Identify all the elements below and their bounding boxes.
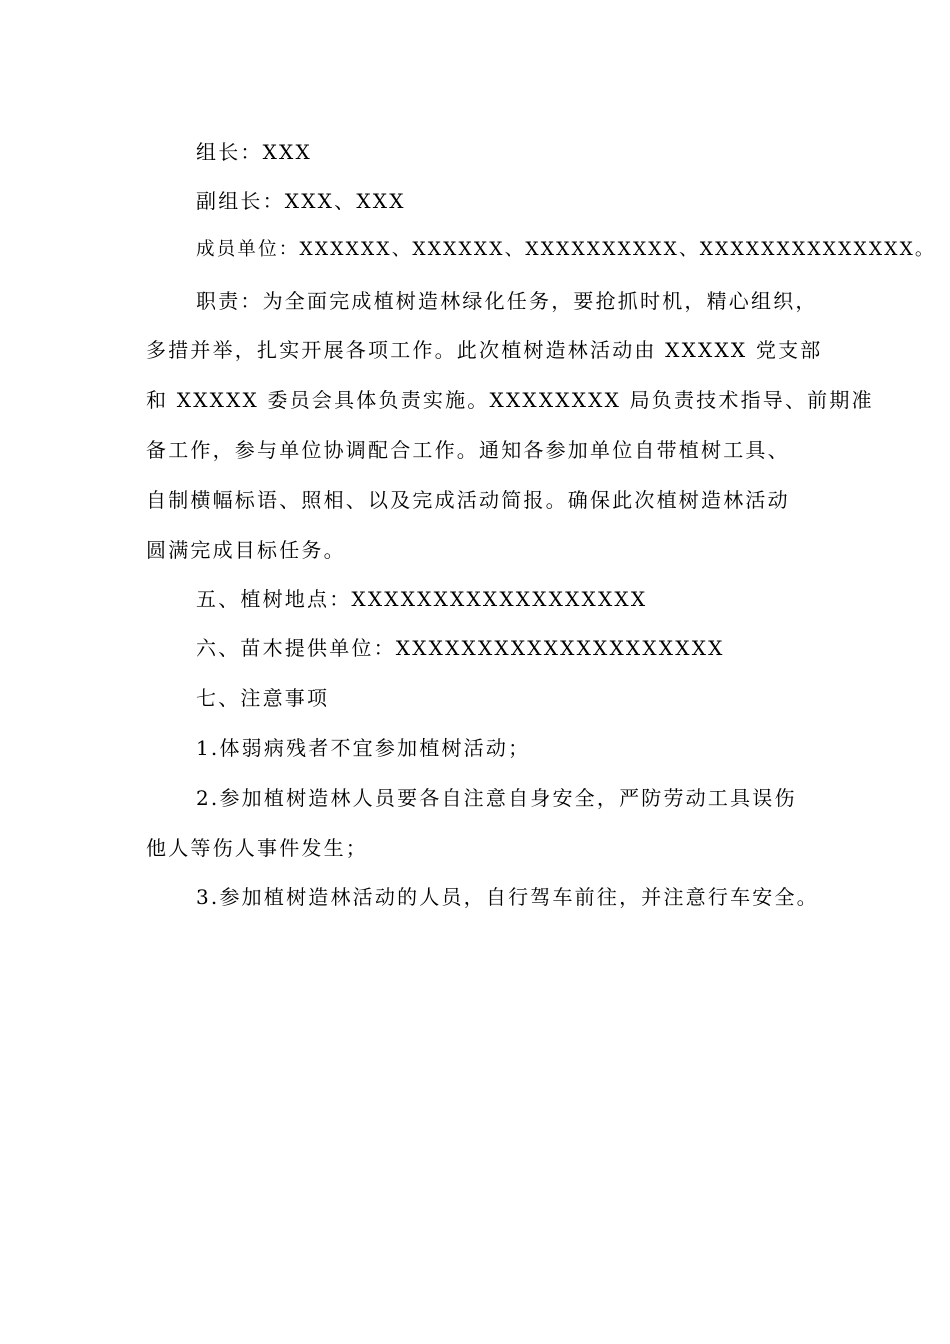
note-item-2-line-2: 他人等伤人事件发生；: [146, 836, 368, 860]
group-leader-line: 组长：XXX: [196, 140, 312, 164]
member-units-line: 成员单位：XXXXXX、XXXXXX、XXXXXXXXXX、XXXXXXXXXXXXXX。: [196, 239, 936, 260]
duties-line-2: 多措并举，扎实开展各项工作。此次植树造林活动由 XXXXX 党支部: [146, 338, 823, 362]
note-item-3: 3.参加植树造林活动的人员，自行驾车前往，并注意行车安全。: [196, 885, 819, 909]
duties-line-3: 和 XXXXX 委员会具体负责实施。XXXXXXXX 局负责技术指导、前期准: [146, 388, 874, 412]
notes-heading: 七、注意事项: [196, 686, 330, 710]
note-item-2-line-1: 2.参加植树造林人员要各自注意自身安全，严防劳动工具误伤: [196, 786, 797, 810]
duties-line-1: 职责：为全面完成植树造林绿化任务，要抢抓时机，精心组织，: [196, 289, 818, 313]
deputy-leader-line: 副组长：XXX、XXX: [196, 189, 406, 213]
duties-line-5: 自制横幅标语、照相、以及完成活动简报。确保此次植树造林活动: [146, 488, 790, 512]
duties-line-4: 备工作，参与单位协调配合工作。通知各参加单位自带植树工具、: [146, 438, 790, 462]
note-item-1: 1.体弱病残者不宜参加植树活动；: [196, 736, 531, 760]
seedling-supplier-line: 六、苗木提供单位：XXXXXXXXXXXXXXXXXXXX: [196, 636, 725, 660]
planting-location-line: 五、植树地点：XXXXXXXXXXXXXXXXXX: [196, 587, 648, 611]
duties-line-6: 圆满完成目标任务。: [146, 538, 346, 562]
